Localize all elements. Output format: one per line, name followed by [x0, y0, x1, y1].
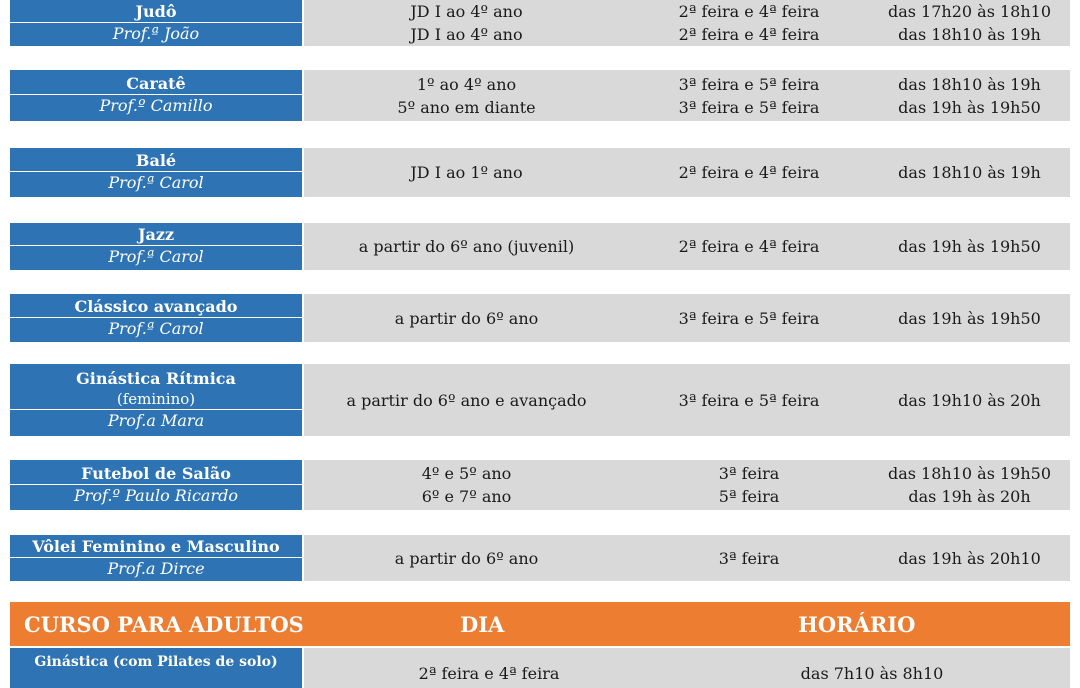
activity-futsal [10, 460, 1070, 510]
days-text: 3ª feira e 5ª feira [678, 74, 820, 94]
time-column [674, 662, 1070, 688]
time-column [869, 148, 1070, 197]
days-text: 3ª feira [718, 464, 780, 483]
header-course: CURSO PARA ADULTOS [24, 612, 304, 637]
activity-name: Clássico avançado [74, 296, 238, 316]
activity-karate [10, 70, 1070, 121]
activity-teacher: Prof.ª Carol [108, 247, 204, 266]
days-column [629, 70, 869, 121]
grade-text: 1º ao 4º ano [416, 74, 517, 94]
activity-teacher: Prof.a Dirce [107, 558, 205, 578]
days-column [629, 0, 869, 46]
time-column [869, 364, 1070, 436]
time-text: das 19h às 20h [908, 487, 1031, 506]
grade-column [304, 294, 629, 342]
days-column [629, 294, 869, 342]
activity-classic-advanced [10, 294, 1070, 342]
adult-course-row [10, 648, 1070, 688]
time-text: das 19h10 às 20h [898, 390, 1041, 410]
activity-teacher: Prof.a Mara [107, 410, 205, 430]
activity-teacher: Prof.º Camillo [99, 96, 213, 115]
grade-column [304, 460, 629, 510]
grade-column [304, 223, 629, 270]
days-text: 3ª feira e 5ª feira [678, 97, 820, 117]
header-time: HORÁRIO [798, 612, 916, 637]
time-column [869, 70, 1070, 121]
time-text: das 17h20 às 18h10 [887, 2, 1052, 21]
schedule-grid [304, 70, 1070, 121]
schedule-grid [304, 648, 1070, 688]
days-text: 3ª feira e 5ª feira [678, 390, 820, 410]
time-text: das 7h10 às 8h10 [800, 664, 944, 683]
schedule-grid [304, 223, 1070, 270]
activity-name-cell [10, 364, 302, 436]
activity-subtitle: (feminino) [116, 389, 196, 408]
activity-name-cell [10, 223, 302, 270]
schedule-grid [304, 460, 1070, 510]
grade-text: JD I ao 4º ano [410, 2, 523, 21]
activity-ballet [10, 148, 1070, 197]
activity-name-cell [10, 535, 302, 581]
days-text: 2ª feira e 4ª feira [678, 237, 820, 256]
time-column [869, 223, 1070, 270]
schedule-grid [304, 535, 1070, 581]
grade-column [304, 364, 629, 436]
days-text: 2ª feira e 4ª feira [678, 163, 820, 182]
activity-name-cell [10, 294, 302, 342]
adult-courses-header [10, 602, 1070, 646]
days-column [629, 460, 869, 510]
time-text: das 18h10 às 19h [898, 163, 1041, 182]
days-text: 3ª feira e 5ª feira [678, 308, 820, 328]
schedule-grid [304, 364, 1070, 436]
activity-name-cell [10, 70, 302, 121]
grade-column [304, 0, 629, 46]
days-column [629, 223, 869, 270]
grade-text: a partir do 6º ano e avançado [346, 390, 587, 410]
time-text: das 18h10 às 19h50 [887, 464, 1052, 483]
activity-name-cell [10, 0, 302, 46]
activity-name-cell [10, 648, 302, 688]
schedule-grid [304, 294, 1070, 342]
time-column [869, 294, 1070, 342]
activity-name: Futebol de Salão [81, 463, 231, 483]
activity-name: Ginástica Rítmica [76, 368, 236, 388]
grade-column [304, 148, 629, 197]
grade-text: a partir do 6º ano (juvenil) [358, 237, 575, 256]
activity-name-cell [10, 148, 302, 197]
activity-name: Caratê [126, 74, 186, 93]
activity-judo [10, 0, 1070, 46]
activity-teacher: Prof.º Paulo Ricardo [73, 485, 238, 505]
days-text: 2ª feira e 4ª feira [678, 2, 820, 21]
activity-jazz [10, 223, 1070, 270]
time-column [869, 535, 1070, 581]
activity-name: Vôlei Feminino e Masculino [32, 536, 280, 556]
schedule-grid [304, 148, 1070, 197]
time-text: das 19h às 20h10 [898, 548, 1041, 568]
activity-name: Balé [135, 151, 177, 170]
grade-text: JD I ao 1º ano [410, 163, 523, 182]
time-column [869, 460, 1070, 510]
activity-name: Ginástica (com Pilates de solo) [34, 654, 278, 670]
activity-rhythmic-gymnastics [10, 364, 1070, 436]
grade-text: 5º ano em diante [397, 97, 536, 117]
activity-teacher: Prof.ª Carol [108, 318, 204, 338]
days-column [629, 364, 869, 436]
header-day: DIA [460, 612, 505, 637]
days-text: 3ª feira [718, 548, 780, 568]
activity-teacher: Prof.ª João [112, 23, 200, 43]
activity-volleyball [10, 535, 1070, 581]
time-text: das 18h10 às 19h [898, 74, 1041, 94]
schedule-grid [304, 0, 1070, 46]
time-text: das 19h às 19h50 [898, 308, 1041, 328]
days-text: 2ª feira e 4ª feira [678, 25, 820, 44]
grade-text: a partir do 6º ano [394, 308, 539, 328]
time-column [869, 0, 1070, 46]
time-text: das 19h às 19h50 [898, 97, 1041, 117]
days-text: 2ª feira e 4ª feira [418, 664, 560, 683]
days-column [304, 662, 674, 688]
time-text: das 18h10 às 19h [898, 25, 1041, 44]
grade-column [304, 70, 629, 121]
activity-name: Jazz [137, 225, 175, 244]
activity-name: Judô [135, 1, 177, 21]
grade-text: a partir do 6º ano [394, 548, 539, 568]
days-column [629, 535, 869, 581]
days-text: 5ª feira [718, 487, 780, 506]
activity-teacher: Prof.ª Carol [108, 173, 204, 192]
grade-text: 4º e 5º ano [421, 464, 512, 483]
grade-column [304, 535, 629, 581]
time-text: das 19h às 19h50 [898, 237, 1041, 256]
grade-text: 6º e 7º ano [421, 487, 512, 506]
grade-text: JD I ao 4º ano [410, 25, 523, 44]
activity-name-cell [10, 460, 302, 510]
days-column [629, 148, 869, 197]
